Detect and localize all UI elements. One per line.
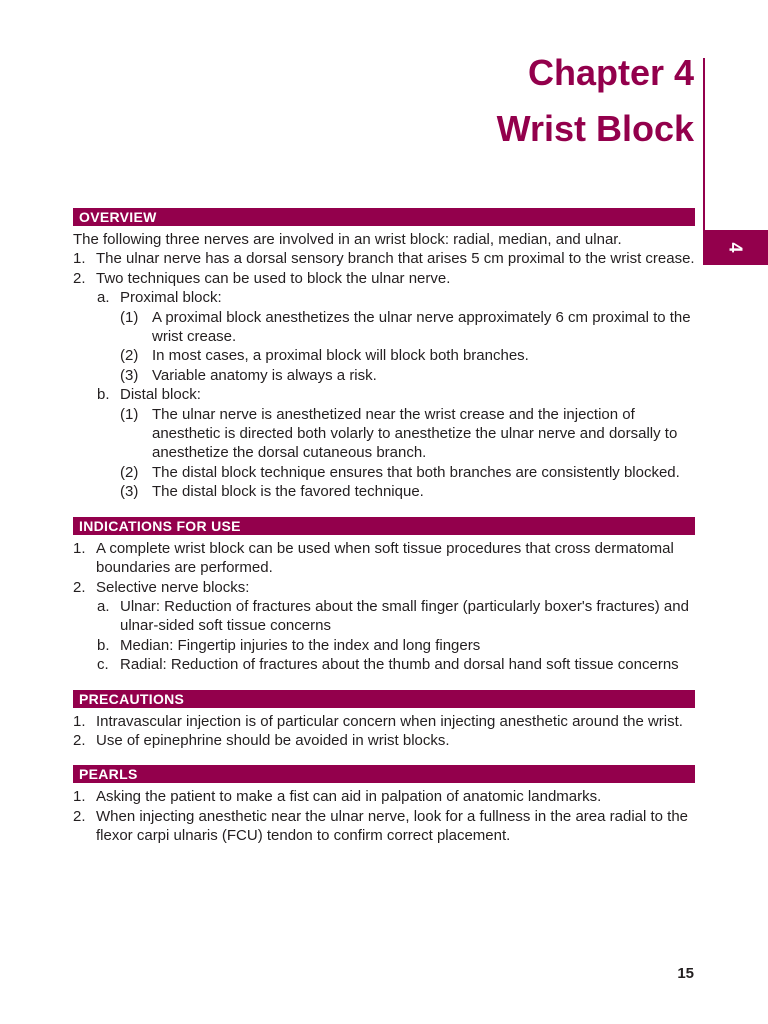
list-text: The distal block is the favored technique. xyxy=(152,483,424,501)
list-text: Variable anatomy is always a risk. xyxy=(152,366,377,384)
list-item xyxy=(73,346,695,365)
list-item xyxy=(73,269,695,288)
section-overview xyxy=(73,208,695,502)
list-item xyxy=(73,636,695,655)
list-text: Median: Fingertip injuries to the index and long fingers xyxy=(120,636,481,654)
list-item xyxy=(73,405,695,463)
list-marker: a. xyxy=(97,289,110,307)
list-text: A proximal block anesthetizes the ulnar nerve approximately 6 cm proximal to the wrist crease. xyxy=(152,308,691,346)
list-marker: 2. xyxy=(73,269,86,287)
chapter-tab xyxy=(703,230,768,265)
list-item xyxy=(73,308,695,347)
list-text: Intravascular injection is of particular concern when injecting anesthetic around the wrist. xyxy=(96,712,683,730)
list-item xyxy=(73,712,695,731)
list-text: Two techniques can be used to block the ulnar nerve. xyxy=(96,269,451,287)
section-pearls xyxy=(73,765,695,845)
list-item xyxy=(73,463,695,482)
list-marker: b. xyxy=(97,636,110,654)
list-text: The distal block technique ensures that both branches are consistently blocked. xyxy=(152,463,680,481)
list-marker: 2. xyxy=(73,578,86,596)
chapter-title: Wrist Block xyxy=(496,108,694,149)
section-indications xyxy=(73,517,695,675)
list-marker: 2. xyxy=(73,731,86,749)
list-text: The ulnar nerve has a dorsal sensory branch that arises 5 cm proximal to the wrist crease. xyxy=(96,250,695,268)
list-item xyxy=(73,597,695,636)
list-marker: 1. xyxy=(73,539,86,557)
list-marker: 1. xyxy=(73,712,86,730)
list-marker: 1. xyxy=(73,250,86,268)
list-marker: (3) xyxy=(120,483,139,501)
list-item xyxy=(73,539,695,578)
list-marker: (1) xyxy=(120,405,139,423)
section-heading: OVERVIEW xyxy=(73,208,695,226)
section-heading: PEARLS xyxy=(73,765,695,783)
list-item xyxy=(73,366,695,385)
list-item xyxy=(73,249,695,268)
list-marker: (1) xyxy=(120,308,139,326)
chapter-label: Chapter 4 xyxy=(527,52,694,93)
section-precautions xyxy=(73,690,695,751)
section-heading: INDICATIONS FOR USE xyxy=(73,517,695,535)
list-text: Selective nerve blocks: xyxy=(96,578,250,596)
list-item xyxy=(73,578,695,597)
list-text: Distal block: xyxy=(120,386,201,404)
list-marker: 2. xyxy=(73,807,86,825)
list-text: Ulnar: Reduction of fractures about the small finger (particularly boxer's fractures) and ulnar-sided soft tissue concerns xyxy=(120,597,689,635)
list-item xyxy=(73,655,695,674)
section-heading: PRECAUTIONS xyxy=(73,690,695,708)
list-marker: (3) xyxy=(120,366,139,384)
list-text: When injecting anesthetic near the ulnar nerve, look for a fullness in the area radial to the flexor carpi ulnaris (FCU) tendon to confirm correct placement. xyxy=(96,807,689,845)
chapter-rule xyxy=(703,58,705,231)
list-item xyxy=(73,807,695,846)
list-text: Use of epinephrine should be avoided in wrist blocks. xyxy=(96,731,450,749)
list-text: A complete wrist block can be used when soft tissue procedures that cross dermatomal boundaries are performed. xyxy=(96,539,674,577)
list-text: Proximal block: xyxy=(120,289,222,307)
list-item xyxy=(73,288,695,307)
list-text: In most cases, a proximal block will block both branches. xyxy=(152,347,529,365)
list-marker: 1. xyxy=(73,788,86,806)
list-text: Asking the patient to make a fist can aid in palpation of anatomic landmarks. xyxy=(96,788,602,806)
list-marker: (2) xyxy=(120,347,139,365)
chapter-tab-number: 4 xyxy=(725,242,746,253)
list-item xyxy=(73,731,695,750)
list-marker: b. xyxy=(97,386,110,404)
list-marker: (2) xyxy=(120,463,139,481)
section-intro: The following three nerves are involved in an wrist block: radial, median, and ulnar. xyxy=(73,231,622,248)
list-marker: a. xyxy=(97,597,110,615)
list-marker: c. xyxy=(97,656,109,674)
list-text: Radial: Reduction of fractures about the thumb and dorsal hand soft tissue concerns xyxy=(120,656,679,674)
list-item xyxy=(73,787,695,806)
list-text: The ulnar nerve is anesthetized near the wrist crease and the injection of anesthetic is directed both volarly to anesthetize the ulnar nerve and dorsally to anesthetize the dorsal cutaneous branch. xyxy=(152,405,678,462)
list-item xyxy=(73,482,695,501)
page-content xyxy=(73,208,695,861)
page-number: 15 xyxy=(677,965,694,982)
list-item xyxy=(73,385,695,404)
